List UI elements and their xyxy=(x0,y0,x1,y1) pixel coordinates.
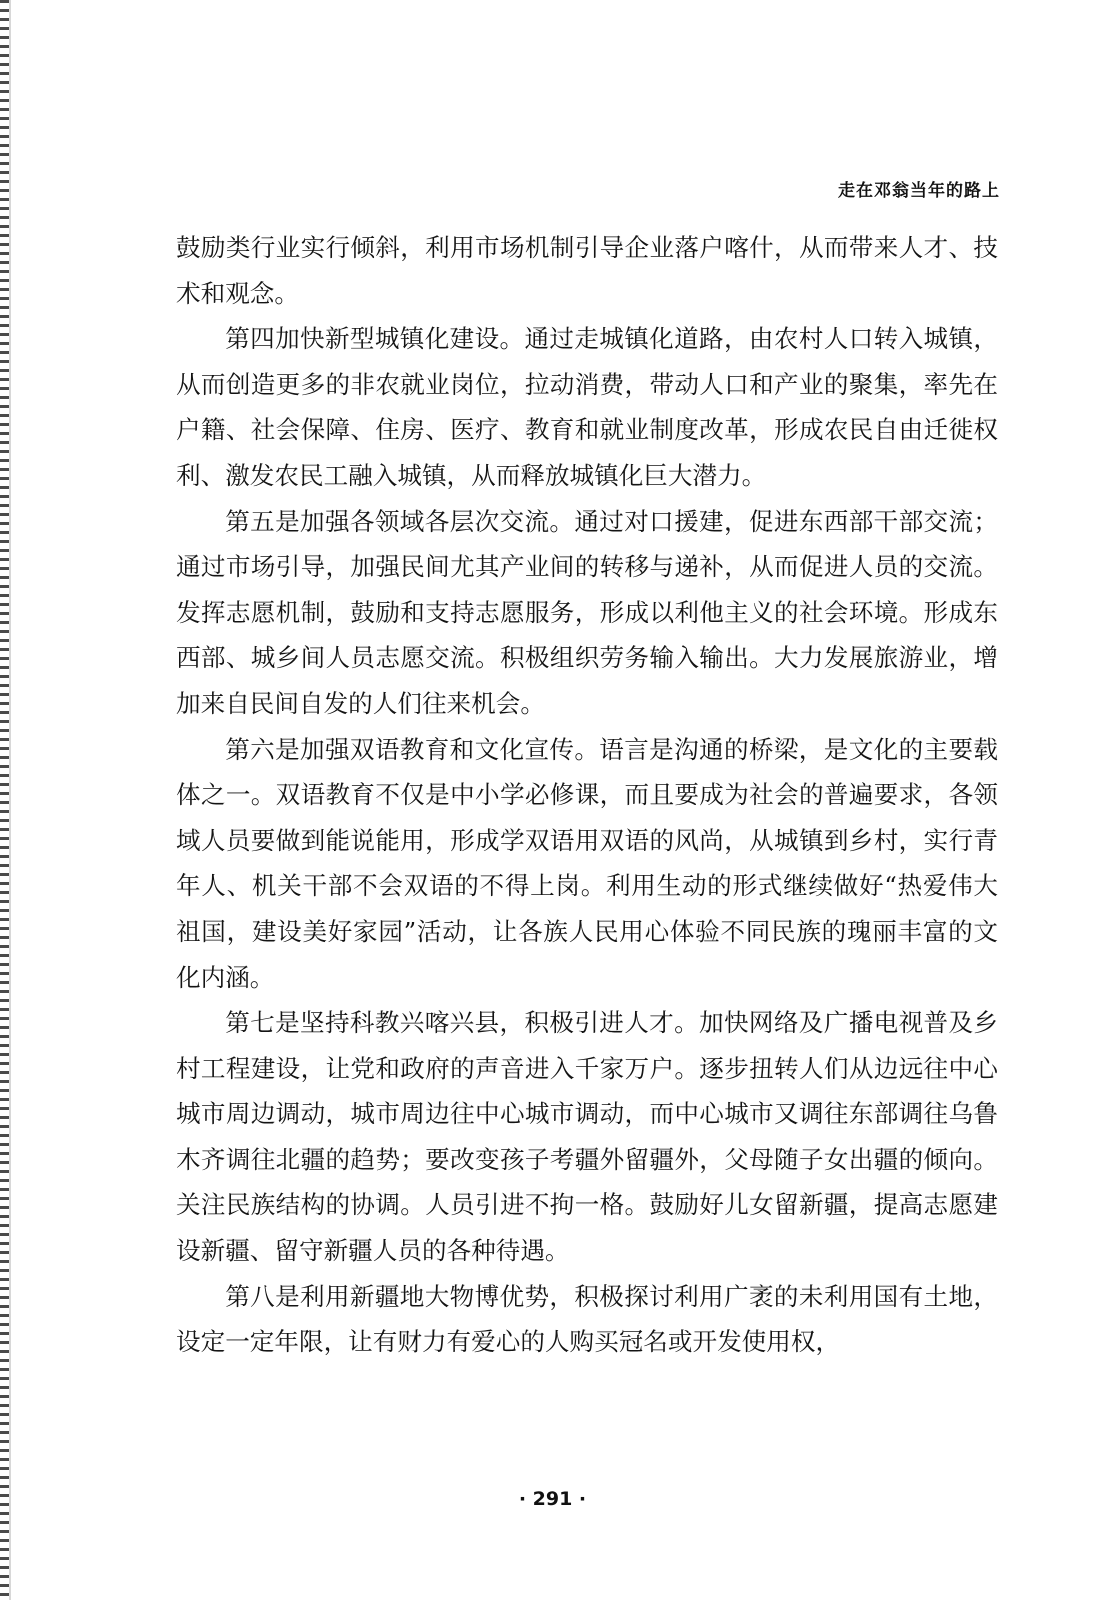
page-number: · 291 · xyxy=(518,1488,587,1510)
scan-binding-edge xyxy=(0,0,9,1600)
paragraph-fourth-point: 第四加快新型城镇化建设。通过走城镇化道路，由农村人口转入城镇，从而创造更多的非农就业岗位，拉动消费，带动人口和产业的聚集，率先在户籍、社会保障、住房、医疗、教育和就业制度改革，形成农民自由迁徙权利、激发农民工融入城镇，从而释放城镇化巨大潜力。 xyxy=(176,324,998,490)
scan-edge-shadow xyxy=(9,0,11,1600)
paragraph-seventh-point: 第七是坚持科教兴喀兴县，积极引进人才。加快网络及广播电视普及乡村工程建设，让党和政府的声音进入千家万户。逐步扭转人们从边远往中心城市周边调动，城市周边往中心城市调动，而中心城市又调往东部调往乌鲁木齐调往北疆的趋势；要改变孩子考疆外留疆外，父母随子女出疆的倾向。关注民族结构的协调。人员引进不拘一格。鼓励好儿女留新疆，提高志愿建设新疆、留守新疆人员的各种待遇。 xyxy=(176,1008,998,1266)
paragraph-fifth-point: 第五是加强各领域各层次交流。通过对口援建，促进东西部干部交流；通过市场引导，加强民间尤其产业间的转移与递补，从而促进人员的交流。发挥志愿机制，鼓励和支持志愿服务，形成以利他主义的社会环境。形成东西部、城乡间人员志愿交流。积极组织劳务输入输出。大力发展旅游业，增加来自民间自发的人们往来机会。 xyxy=(176,506,998,718)
body-text xyxy=(176,225,998,1365)
running-head: 走在邓翁当年的路上 xyxy=(838,181,1000,201)
paragraph-sixth-point: 第六是加强双语教育和文化宣传。语言是沟通的桥梁，是文化的主要载体之一。双语教育不仅是中小学必修课，而且要成为社会的普遍要求，各领域人员要做到能说能用，形成学双语用双语的风尚，从城镇到乡村，实行青年人、机关干部不会双语的不得上岗。利用生动的形式继续做好“热爱伟大祖国，建设美好家园”活动，让各族人民用心体验不同民族的瑰丽丰富的文化内涵。 xyxy=(176,734,998,992)
paragraph-eighth-point: 第八是利用新疆地大物博优势，积极探讨利用广袤的未利用国有土地，设定一定年限，让有财力有爱心的人购买冠名或开发使用权， xyxy=(176,1281,998,1357)
paragraph-continuation: 鼓励类行业实行倾斜，利用市场机制引导企业落户喀什，从而带来人才、技术和观念。 xyxy=(176,233,998,308)
